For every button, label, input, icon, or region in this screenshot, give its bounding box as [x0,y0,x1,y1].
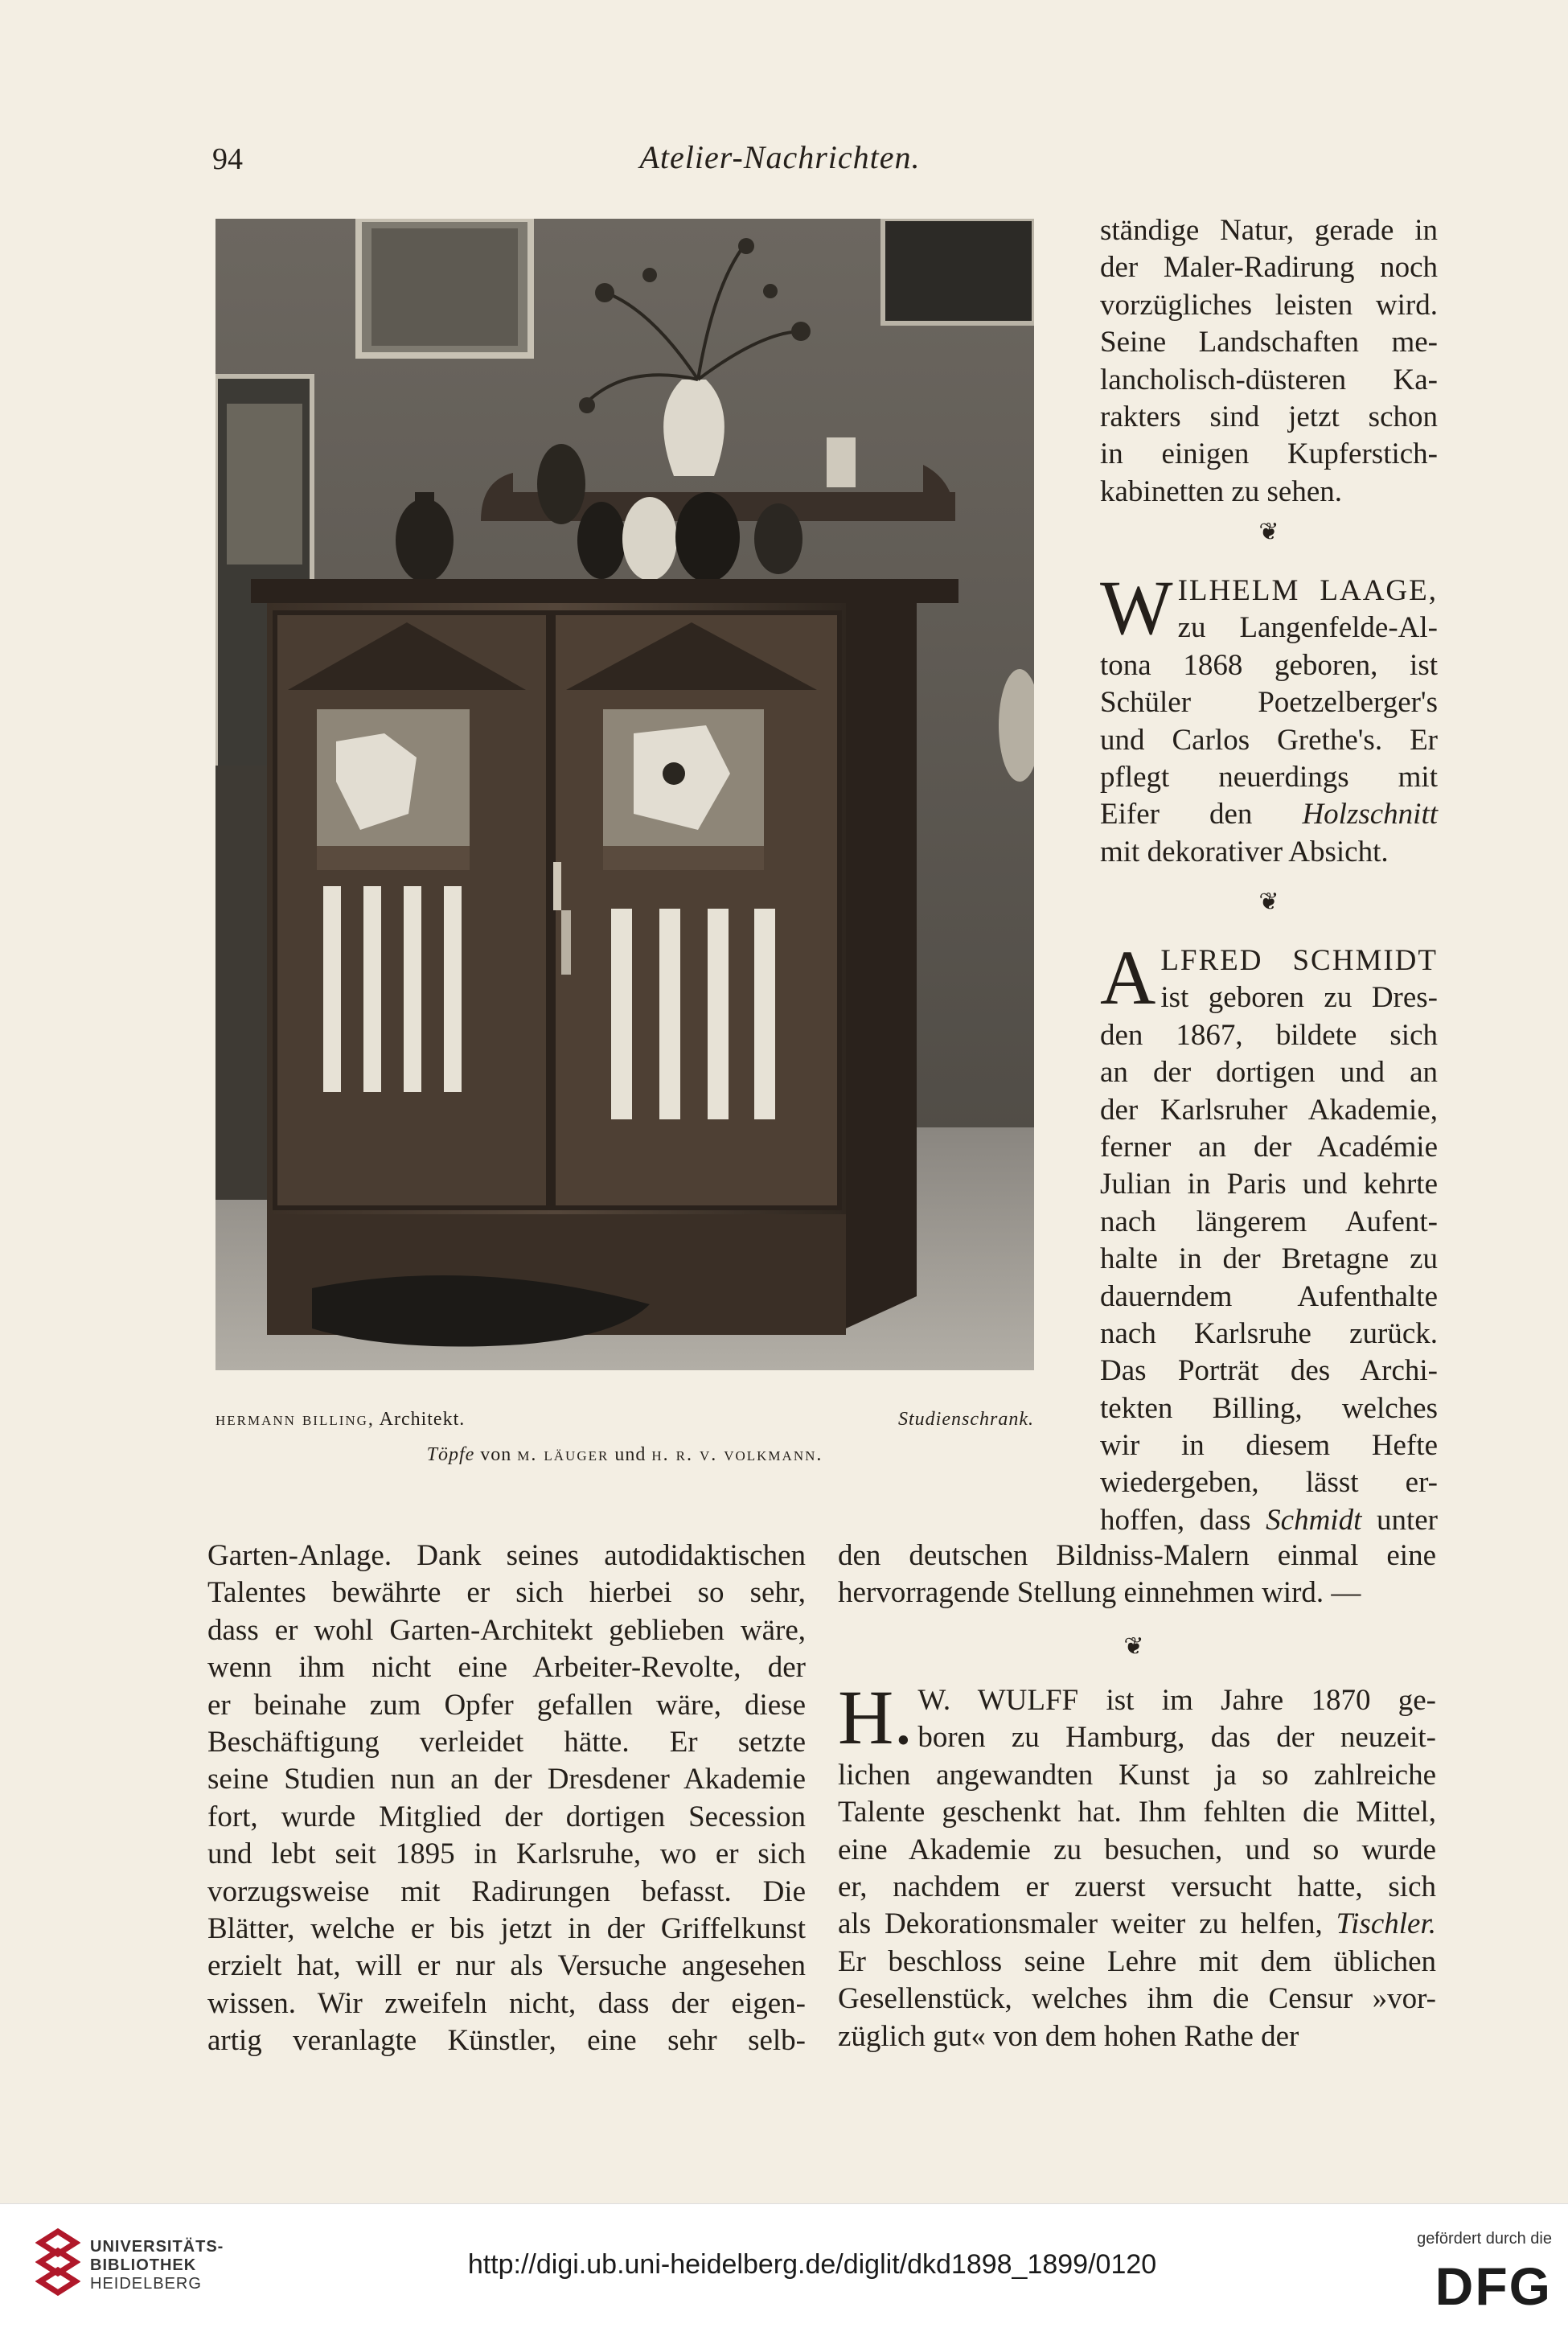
text-fragment: unter [1361,1503,1438,1537]
text-line: zu Langenfelde-Al- [1177,611,1438,645]
text-line: ist geboren zu Dres- [1160,981,1438,1015]
text-line: der Maler-Radirung noch [1100,251,1438,285]
text-line: tekten Billing, welches [1100,1391,1438,1425]
text-line: wiedergeben, lässt er- [1100,1466,1438,1500]
fleuron-ornament: ❦ [1258,519,1279,545]
text-line: dauerndem Aufenthalte [1100,1279,1438,1313]
dropcap-w: W [1100,565,1173,651]
text-line: Garten-Anlage. Dank seines autodidaktischen [207,1539,806,1572]
left-column-bottom [207,1538,806,2059]
text-fragment: Eifer den [1100,798,1303,831]
fleuron-ornament: ❦ [1123,1633,1144,1660]
text-line: und lebt seit 1895 in Karlsruhe, wo er sich [207,1837,806,1871]
text-line: ständige Natur, gerade in [1100,214,1438,247]
page-number: 94 [212,142,243,176]
text-line: lichen angewandten Kunst ja so zahlreiche [838,1758,1436,1792]
text-line: wissen. Wir zweifeln nicht, dass der eigen- [207,1986,806,2020]
cabinet-photograph [215,219,1034,1370]
dropcap-a: A [1100,934,1156,1020]
running-title: Atelier-Nachrichten. [639,139,921,175]
text-fragment: hoffen, dass [1100,1503,1266,1537]
text-line: Beschäftigung verleidet hätte. Er setzte [207,1725,806,1759]
text-fragment: als Dekorationsmaler weiter zu helfen, [838,1907,1336,1941]
italic-tischler: Tischler. [1336,1907,1436,1941]
digitization-footer [0,2203,1568,2332]
library-line: HEIDELBERG [90,2275,202,2293]
text-line: den deutschen Bildniss-Malern einmal eine [838,1539,1436,1572]
text-line: er beinahe zum Opfer gefallen wäre, diese [207,1688,806,1722]
text-line: Schüler Poetzelberger's [1100,686,1438,720]
dropcap-h: H. [838,1674,913,1760]
library-line: BIBLIOTHEK [90,2256,197,2274]
library-line: UNIVERSITÄTS- [90,2238,224,2256]
text-line: hervorragende Stellung einnehmen wird. — [838,1576,1361,1610]
caption-architect [215,1409,465,1431]
caption-architect-name: hermann billing, [215,1409,375,1430]
entry-schmidt [1100,934,1438,1539]
text-line: züglich gut« von dem hohen Rathe der [838,2019,1299,2053]
text-line: in einigen Kupferstich- [1100,437,1438,471]
library-name [90,2238,224,2293]
text-line: Er beschloss seine Lehre mit dem üblichen [838,1944,1436,1978]
text-line: dass er wohl Garten-Architekt geblieben wäre, [207,1613,806,1647]
library-logo-icon [35,2227,80,2301]
text-line: W. WULFF ist im Jahre 1870 ge- [917,1684,1436,1717]
text-line: halte in der Bretagne zu [1100,1242,1438,1276]
text-line: Gesellenstück, welches ihm die Censur »vor- [838,1982,1436,2016]
text-line: boren zu Hamburg, das der neuzeit- [917,1721,1436,1755]
text-line: nach Karlsruhe zurück. [1100,1316,1438,1350]
caption-volkmann: h. r. v. volkmann. [651,1444,823,1465]
text-line: Talentes bewährte er sich hierbei so sehr, [207,1576,806,1610]
text-line-with-italic [838,1906,1436,1943]
italic-holzschnitt: Holzschnitt [1302,798,1438,831]
dfg-logo: DFG [1435,2256,1552,2316]
text-line: lancholisch-düsteren Ka- [1100,363,1438,396]
funding-note: gefördert durch die [1417,2230,1552,2248]
caption-pots-label: Töpfe [426,1444,475,1465]
caption-und: und [609,1444,652,1465]
entry-wulff [838,1674,1436,2055]
text-line: Das Porträt des Archi- [1100,1354,1438,1388]
text-line-with-italic [1100,796,1438,833]
text-line: ILHELM LAAGE, [1177,574,1438,607]
caption-title: Studienschrank. [898,1409,1034,1430]
text-line: tona 1868 geboren, ist [1100,648,1438,682]
caption-von: von [474,1444,518,1465]
text-line: vorzügliches leisten wird. [1100,288,1438,322]
text-line: rakters sind jetzt schon [1100,400,1438,433]
text-line: kabinetten zu sehen. [1100,474,1343,508]
text-line: pflegt neuerdings mit [1100,760,1438,794]
cabinet-photo-drawing [215,219,1034,1370]
source-url-link[interactable]: http://digi.ub.uni-heidelberg.de/diglit/dkd1898_1899/0120 [467,2249,1157,2280]
text-line: der Karlsruher Akademie, [1100,1093,1438,1127]
fleuron-ornament: ❦ [1258,889,1279,915]
text-line: Talente geschenkt hat. Ihm fehlten die Mittel, [838,1796,1436,1829]
right-column-bottom [838,1538,1436,1612]
text-line: erzielt hat, will er nur als Versuche angesehen [207,1949,806,1983]
text-line: Julian in Paris und kehrte [1100,1168,1438,1201]
text-line: nach längerem Aufent- [1100,1205,1438,1238]
text-line: artig veranlagte Künstler, eine sehr selb- [207,2024,806,2058]
caption-pots [215,1444,1034,1466]
italic-schmidt: Schmidt [1266,1503,1362,1537]
text-line-with-italic [1100,1502,1438,1539]
text-line: vorzugsweise mit Radirungen befasst. Die [207,1874,806,1908]
text-line: den 1867, bildete sich [1100,1018,1438,1052]
text-line: mit dekorativer Absicht. [1100,835,1389,868]
text-line: wir in diesem Hefte [1100,1429,1438,1463]
text-line: ferner an der Académie [1100,1130,1438,1164]
text-line: seine Studien nun an der Dresdener Akademie [207,1763,806,1796]
entry-laage [1100,565,1438,871]
text-line: und Carlos Grethe's. Er [1100,723,1438,757]
caption-laeuger: m. läuger [517,1444,610,1465]
text-line: LFRED SCHMIDT [1160,944,1438,977]
text-line: wenn ihm nicht eine Arbeiter-Revolte, der [207,1651,806,1685]
text-line: Blätter, welche er bis jetzt in der Griffelkunst [207,1911,806,1945]
text-line: er, nachdem er zuerst versucht hatte, sich [838,1870,1436,1903]
text-line: fort, wurde Mitglied der dortigen Secession [207,1800,806,1833]
text-line: Seine Landschaften me- [1100,326,1438,359]
right-column-top [1100,212,1438,511]
text-line: eine Akademie zu besuchen, und so wurde [838,1833,1436,1866]
caption-architect-role: Architekt. [374,1409,466,1430]
text-line: an der dortigen und an [1100,1056,1438,1090]
